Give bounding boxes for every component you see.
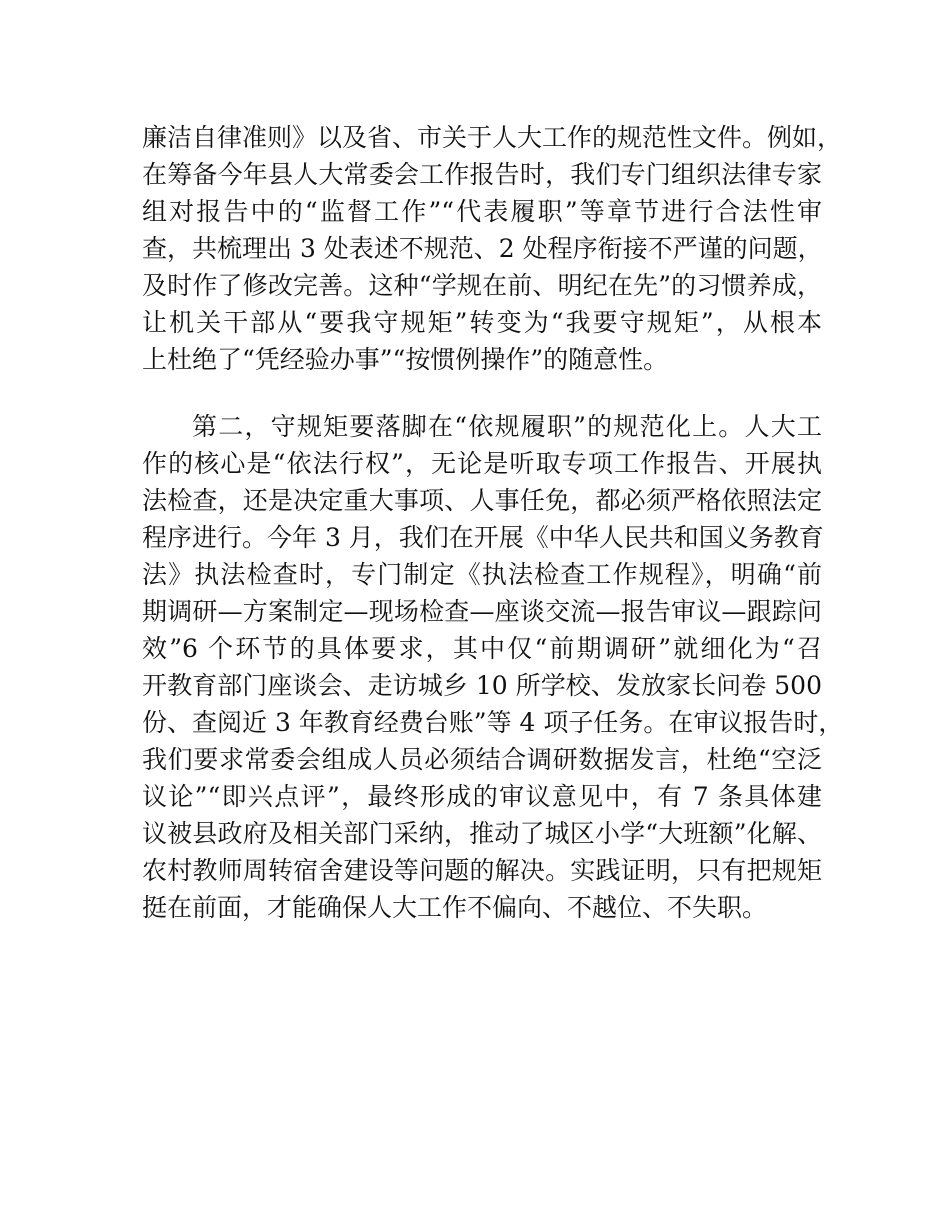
paragraph-1 [142, 119, 843, 378]
text-line: 期调研—方案制定—现场检查—座谈交流—报告审议—跟踪问 [142, 597, 822, 626]
text-line: 及时作了修改完善。这种“学规在前、明纪在先”的习惯养成， [142, 271, 822, 300]
text-line: 廉洁自律准则》以及省、市关于人大工作的规范性文件。例如， [142, 123, 843, 152]
text-line: 议论”“即兴点评”，最终形成的审议意见中，有 7 条具体建 [142, 782, 822, 811]
text-line: 让机关干部从“要我守规矩”转变为“我要守规矩”，从根本 [142, 308, 822, 337]
text-line: 法》执法检查时，专门制定《执法检查工作规程》，明确“前 [142, 560, 822, 589]
text-line: 作的核心是“依法行权”，无论是听取专项工作报告、开展执 [142, 449, 822, 478]
text-line: 我们要求常委会组成人员必须结合调研数据发言，杜绝“空泛 [142, 745, 822, 774]
text-line: 上杜绝了“凭经验办事”“按惯例操作”的随意性。 [142, 345, 669, 374]
text-line: 议被县政府及相关部门采纳，推动了城区小学“大班额”化解、 [142, 819, 822, 848]
text-line: 开教育部门座谈会、走访城乡 10 所学校、发放家长问卷 500 [142, 671, 822, 700]
text-line: 农村教师周转宿舍建设等问题的解决。实践证明，只有把规矩 [142, 856, 822, 885]
text-line: 查，共梳理出 3 处表述不规范、2 处程序衔接不严谨的问题， [142, 234, 823, 263]
text-line: 程序进行。今年 3 月，我们在开展《中华人民共和国义务教育 [142, 523, 824, 552]
text-line: 组对报告中的“监督工作”“代表履职”等章节进行合法性审 [142, 197, 822, 226]
text-line: 挺在前面，才能确保人大工作不偏向、不越位、不失职。 [142, 893, 768, 922]
paragraph-2 [142, 408, 844, 926]
text-line: 第二，守规矩要落脚在“依规履职”的规范化上。人大工 [192, 412, 822, 441]
text-line: 法检查，还是决定重大事项、人事任免，都必须严格依照法定 [142, 486, 822, 515]
text-line: 效”6 个环节的具体要求，其中仅“前期调研”就细化为“召 [142, 634, 822, 663]
text-line: 在筹备今年县人大常委会工作报告时，我们专门组织法律专家 [142, 160, 822, 189]
text-line: 份、查阅近 3 年教育经费台账”等 4 项子任务。在审议报告时， [142, 708, 844, 737]
